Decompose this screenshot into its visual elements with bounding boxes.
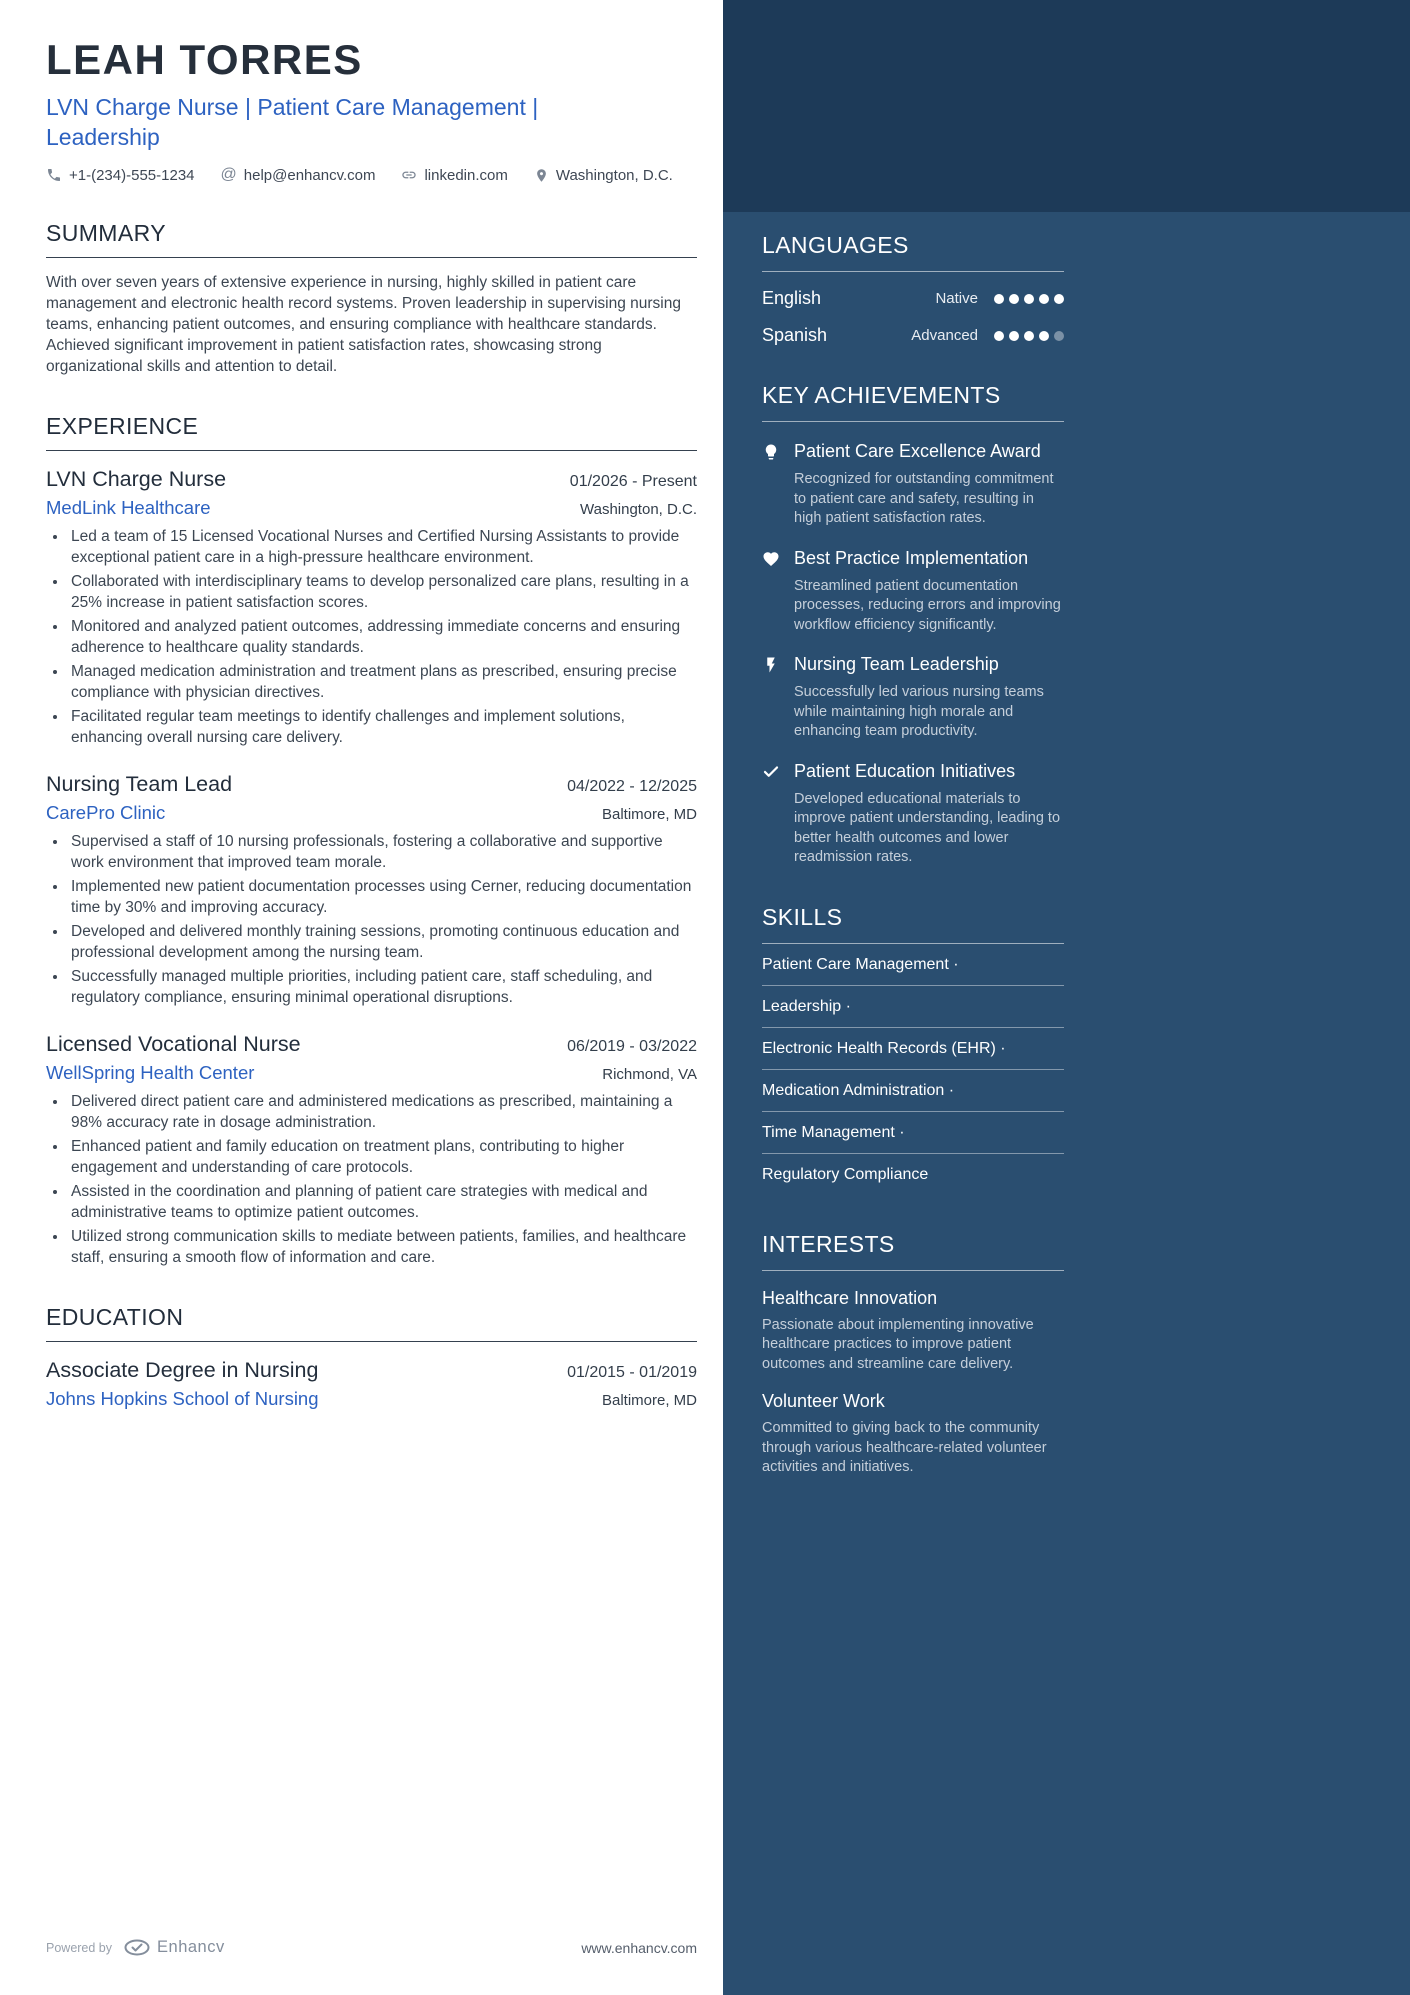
- phone-icon: [46, 167, 62, 183]
- education-location: Baltimore, MD: [601, 1392, 697, 1409]
- education-section: [46, 1304, 697, 1410]
- powered-by-label: Powered by: [46, 1940, 113, 1955]
- level-dot: [994, 331, 1004, 341]
- contact-phone[interactable]: [46, 166, 195, 184]
- email-icon: @: [220, 166, 237, 183]
- contact-email[interactable]: [221, 166, 376, 184]
- job-company: CarePro Clinic: [46, 802, 166, 823]
- person-headline: LVN Charge Nurse | Patient Care Management | Leadership: [46, 94, 539, 150]
- level-dot: [1054, 294, 1064, 304]
- language-level-dots: [994, 331, 1064, 341]
- interest-text: Passionate about implementing innovative healthcare practices to improve patient outcomes and streamline care delivery.: [762, 1316, 1034, 1372]
- achievement-text: Recognized for outstanding commitment to patient care and safety, resulting in high patient satisfaction rates.: [794, 471, 1054, 526]
- achievement-text: Streamlined patient documentation processes, reducing errors and improving workflow efficiency significantly.: [794, 577, 1061, 633]
- lightbulb-icon: [762, 443, 781, 529]
- level-dot: [1024, 294, 1034, 304]
- contact-location-text: Washington, D.C.: [555, 166, 673, 184]
- job-entry: [46, 1032, 697, 1268]
- achievements-heading: KEY ACHIEVEMENTS: [762, 382, 1064, 422]
- job-bullet: • Collaborated with interdisciplinary teams to develop personalized care plans, resulting in a 25% increase in patient satisfaction scores.: [68, 572, 697, 613]
- enhancv-logo-icon: [124, 1939, 150, 1956]
- job-dates: 06/2019 - 03/2022: [567, 1038, 697, 1055]
- sidebar-column: [723, 0, 1410, 1995]
- language-name: Spanish: [762, 325, 828, 345]
- language-level: Advanced: [911, 327, 978, 344]
- heart-icon: [762, 550, 781, 636]
- experience-section: [46, 413, 697, 1268]
- interests-heading: INTERESTS: [762, 1231, 1064, 1271]
- enhancv-logo: [124, 1938, 225, 1957]
- skills-section: [762, 904, 1064, 1195]
- skill-item: Patient Care Management ·: [762, 944, 1064, 986]
- check-icon: [762, 763, 781, 868]
- sidebar-header-band: [723, 0, 1410, 212]
- bolt-icon: [762, 656, 781, 742]
- job-bullets: [68, 1092, 697, 1268]
- job-bullet: • Supervised a staff of 10 nursing professionals, fostering a collaborative and supportive work environment that improved team morale.: [68, 832, 697, 873]
- level-dot: [1039, 331, 1049, 341]
- level-dot: [1039, 294, 1049, 304]
- skill-item: Electronic Health Records (EHR) ·: [762, 1028, 1064, 1070]
- level-dot: [1009, 331, 1019, 341]
- languages-heading: LANGUAGES: [762, 232, 1064, 272]
- education-dates: 01/2015 - 01/2019: [567, 1364, 697, 1381]
- job-dates: 04/2022 - 12/2025: [567, 778, 697, 795]
- job-bullet: • Assisted in the coordination and planning of patient care strategies with medical and administrative teams to optimize patient outcomes.: [68, 1182, 697, 1223]
- job-company: MedLink Healthcare: [46, 497, 211, 518]
- location-pin-icon: [534, 168, 549, 183]
- summary-heading: SUMMARY: [46, 220, 697, 258]
- job-dates: 01/2026 - Present: [569, 473, 697, 490]
- person-name: LEAH TORRES: [46, 36, 363, 83]
- skill-item: Leadership ·: [762, 986, 1064, 1028]
- contact-link[interactable]: [401, 166, 507, 184]
- level-dot: [1054, 331, 1064, 341]
- language-level-dots: [994, 294, 1064, 304]
- skills-heading: SKILLS: [762, 904, 1064, 944]
- interest-item: [762, 1391, 1064, 1478]
- achievement-item: [762, 760, 1064, 868]
- job-title: Licensed Vocational Nurse: [46, 1032, 301, 1056]
- degree-title: Associate Degree in Nursing: [46, 1358, 319, 1382]
- achievement-title: Nursing Team Leadership: [794, 654, 999, 674]
- interest-title: Healthcare Innovation: [762, 1287, 938, 1308]
- sidebar-content: [723, 212, 1064, 1478]
- achievement-title: Patient Education Initiatives: [794, 760, 1016, 781]
- job-bullet: • Utilized strong communication skills to mediate between patients, families, and healthcare staff, ensuring a smooth flow of information and care.: [68, 1227, 697, 1268]
- job-bullet: • Facilitated regular team meetings to identify challenges and implement solutions, enhancing overall nursing care delivery.: [68, 707, 697, 748]
- language-level: Native: [935, 290, 978, 307]
- achievement-text: Successfully led various nursing teams while maintaining high morale and enhancing team productivity.: [794, 684, 1044, 739]
- job-location: Washington, D.C.: [580, 501, 697, 518]
- achievements-section: [762, 382, 1064, 868]
- job-bullets: [68, 527, 697, 748]
- skills-list: [762, 944, 1064, 1195]
- contact-link-text: linkedin.com: [424, 166, 508, 184]
- skill-item: Regulatory Compliance: [762, 1165, 929, 1183]
- footer-url[interactable]: www.enhancv.com: [581, 1939, 697, 1956]
- job-bullet: • Monitored and analyzed patient outcomes, addressing immediate concerns and ensuring adherence to healthcare quality standards.: [68, 617, 697, 658]
- achievement-text: Developed educational materials to improve patient understanding, leading to better health outcomes and lower readmission rates.: [794, 790, 1061, 865]
- skill-item: Time Management ·: [762, 1112, 1064, 1154]
- job-location: Richmond, VA: [602, 1066, 697, 1083]
- job-bullet: • Implemented new patient documentation processes using Cerner, reducing documentation time by 30% and improving accuracy.: [68, 877, 697, 918]
- job-bullets: [68, 832, 697, 1008]
- enhancv-wordmark: Enhancv: [157, 1938, 225, 1956]
- level-dot: [994, 294, 1004, 304]
- job-location: Baltimore, MD: [601, 806, 697, 823]
- job-bullet: • Enhanced patient and family education on treatment plans, contributing to higher engagement and understanding of care protocols.: [68, 1137, 697, 1178]
- job-entry: [46, 772, 697, 1008]
- job-bullet: • Successfully managed multiple priorities, including patient care, staff scheduling, and regulatory compliance, ensuring minimal operational disruptions.: [68, 967, 697, 1008]
- contact-email-text: help@enhancv.com: [243, 166, 376, 184]
- achievement-item: [762, 653, 1064, 742]
- job-company: WellSpring Health Center: [46, 1062, 255, 1083]
- job-bullet: • Managed medication administration and treatment plans as prescribed, ensuring precise compliance with physician directives.: [68, 662, 697, 703]
- resume-header: [46, 36, 697, 184]
- languages-section: [762, 232, 1064, 346]
- level-dot: [1024, 331, 1034, 341]
- summary-text: With over seven years of extensive experience in nursing, highly skilled in patient care management and electronic health record systems. Proven leadership in supervising nursing teams, enhancing patient outcomes, and ensuring compliance with healthcare standards. Achieved significant improvement in patient satisfaction rates, showcasing strong organizational skills and attention to detail.: [46, 274, 681, 375]
- summary-section: [46, 220, 697, 377]
- achievement-title: Patient Care Excellence Award: [794, 441, 1041, 461]
- education-heading: EDUCATION: [46, 1304, 697, 1342]
- job-bullet: • Delivered direct patient care and administered medications as prescribed, maintaining a 98% accuracy rate in dosage administration.: [68, 1092, 697, 1133]
- page-footer: [46, 1938, 697, 1957]
- link-icon: [401, 167, 417, 183]
- job-bullet: • Led a team of 15 Licensed Vocational Nurses and Certified Nursing Assistants to provide exceptional patient care in a high-pressure healthcare environment.: [68, 527, 697, 568]
- language-item: [762, 288, 1064, 309]
- job-entry: [46, 467, 697, 748]
- job-bullet: • Developed and delivered monthly training sessions, promoting continuous education and professional development among the nursing team.: [68, 922, 697, 963]
- school-name: Johns Hopkins School of Nursing: [46, 1388, 319, 1409]
- job-title: LVN Charge Nurse: [46, 467, 227, 491]
- interest-text: Committed to giving back to the community through various healthcare-related volunteer activities and initiatives.: [762, 1420, 1047, 1475]
- achievement-title: Best Practice Implementation: [794, 547, 1029, 568]
- contact-location: [534, 166, 673, 184]
- level-dot: [1009, 294, 1019, 304]
- language-name: English: [762, 288, 822, 308]
- language-item: [762, 325, 1064, 346]
- interests-section: [762, 1231, 1064, 1478]
- experience-heading: EXPERIENCE: [46, 413, 697, 451]
- contact-row: [46, 166, 697, 184]
- interest-title: Volunteer Work: [762, 1391, 885, 1411]
- contact-phone-text: +1-(234)-555-1234: [69, 166, 195, 184]
- job-title: Nursing Team Lead: [46, 772, 233, 796]
- achievement-item: [762, 440, 1064, 529]
- education-entry: [46, 1358, 697, 1410]
- achievement-item: [762, 547, 1064, 636]
- interest-item: [762, 1288, 1064, 1375]
- skill-item: Medication Administration ·: [762, 1070, 1064, 1112]
